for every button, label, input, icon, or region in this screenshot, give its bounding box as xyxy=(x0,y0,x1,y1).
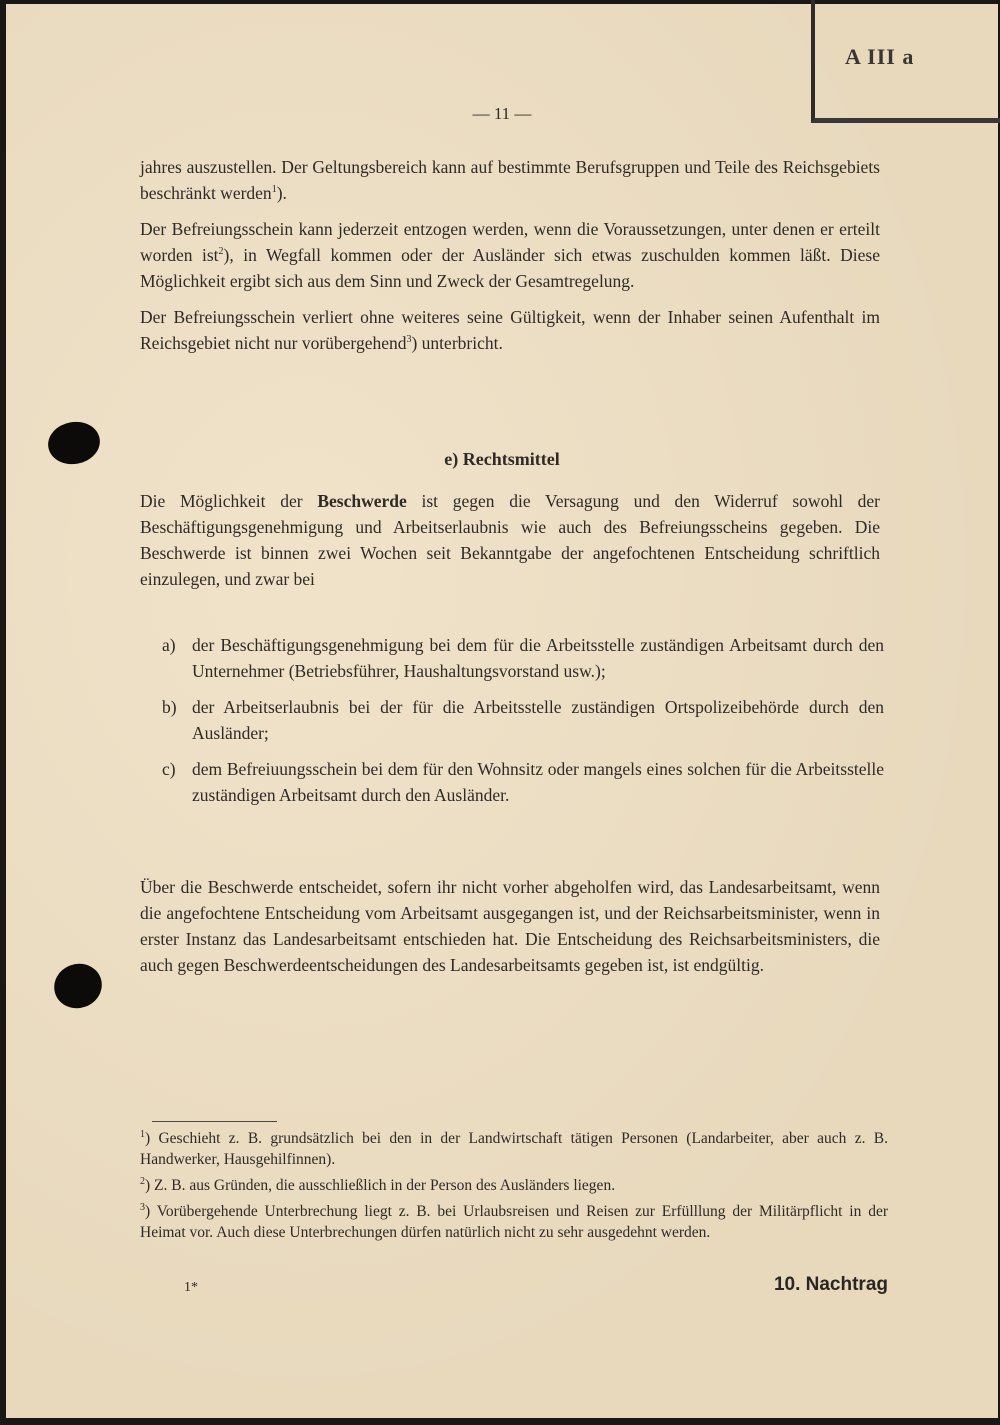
footnote: $^1$) Geschieht z. B. grundsätzlich bei den in der Landwirtschaft tätigen Personen (Landarbeiter, aber auch z. B. Handwerker, Hausgehilfinnen). xyxy=(140,1128,888,1168)
supplement-label: 10. Nachtrag xyxy=(773,1274,888,1295)
footnotes xyxy=(140,1128,888,1248)
paragraph: Die Möglichkeit der Beschwerde ist gegen die Versagung und den Widerruf sowohl der Beschäftigungsgenehmigung und Arbeitserlaubnis wie auch des Befreiungsscheins gegeben. Die Beschwerde ist binnen zwei Wochen seit Bekanntgabe der angefochtenen Entscheidung schriftlich einzulegen, und zwar bei xyxy=(140,491,880,589)
list-item: b) der Arbeitserlaubnis bei der für die Arbeitsstelle zuständigen Ortspolizeibehörde durch den Ausländer; xyxy=(162,697,884,743)
paragraph: Über die Beschwerde entscheidet, sofern ihr nicht vorher abgeholfen wird, das Landesarbeitsamt, wenn die angefochtene Entscheidung vom Arbeitsamt ausgegangen ist, und der Reichsarbeitsminister, wenn in erster Instanz das Landesarbeitsamt entschieden hat. Die Entscheidung des Reichsarbeitsministers, die auch gegen Beschwerdeentscheidungen des Landesarbeitsamts gegeben ist, ist endgültig. xyxy=(140,877,880,975)
closing-text xyxy=(140,874,880,988)
footnote-ref: 1 xyxy=(271,184,277,196)
signature-mark: 1* xyxy=(184,1280,198,1295)
bold-term: Beschwerde xyxy=(317,491,407,511)
paragraph: jahres auszustellen. Der Geltungsbereich kann auf bestimmte Berufsgruppen und Teile des Reichsgebiets beschränkt werden$^1$). xyxy=(140,157,880,203)
document-page xyxy=(6,4,998,1418)
punch-hole-bottom xyxy=(48,957,108,1015)
paragraph: Der Befreiungsschein kann jederzeit entzogen werden, wenn die Voraussetzungen, unter denen er erteilt worden ist$^2$), in Wegfall kommen oder der Ausländer sich etwas zuschulden kommen läßt. Diese Möglichkeit ergibt sich aus dem Sinn und Zweck der Gesamtregelung. xyxy=(140,219,880,291)
footnote-ref: 3 xyxy=(406,334,412,346)
section-lead xyxy=(140,488,880,602)
list-item: c) dem Befreiuungsschein bei dem für den Wohnsitz oder mangels eines solchen für die Arbeitsstelle zuständigen Arbeitsamt durch den Ausländer. xyxy=(162,759,884,805)
footnote-ref: 2 xyxy=(218,246,224,258)
section-tab-label: A III a xyxy=(845,44,915,69)
appeal-list xyxy=(162,632,884,818)
list-item: a) der Beschäftigungsgenehmigung bei dem für die Arbeitsstelle zuständigen Arbeitsamt durch den Unternehmer (Betriebsführer, Haushaltungsvorstand usw.); xyxy=(162,635,884,681)
footnote-divider xyxy=(152,1121,277,1122)
intro-text xyxy=(140,154,880,366)
page-number: — 11 — xyxy=(472,104,532,123)
footnote: $^3$) Vorübergehende Unterbrechung liegt z. B. bei Urlaubsreisen und Reisen zur Erfülllung der Militärpflicht in der Heimat vor. Auch diese Unterbrechungen dürfen natürlich nicht zu sehr ausgedehnt werden. xyxy=(140,1201,888,1241)
paragraph: Der Befreiungsschein verliert ohne weiteres seine Gültigkeit, wenn der Inhaber seinen Aufenthalt im Reichsgebiet nicht nur vorübergehend$^3$) unterbricht. xyxy=(140,307,880,353)
footnote: $^2$) Z. B. aus Gründen, die ausschließlich in der Person des Ausländers liegen. xyxy=(140,1175,616,1194)
section-heading: e) Rechtsmittel xyxy=(444,449,560,469)
